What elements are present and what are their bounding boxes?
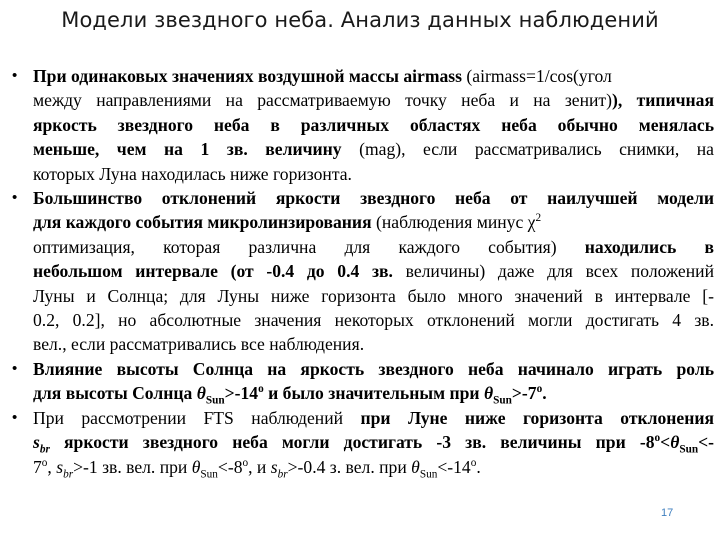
superscript: o xyxy=(258,383,264,396)
text-run: При одинаковых значениях воздушной массы xyxy=(33,66,399,86)
bullet-fts xyxy=(10,406,714,479)
bullet-deviations xyxy=(10,186,714,357)
text-run: (наблюдения минус χ xyxy=(371,212,536,233)
text-line xyxy=(33,88,714,112)
text-run: (mag), если рассматривались снимки, на xyxy=(341,139,714,160)
text-line xyxy=(33,235,714,259)
bullet-sun-height xyxy=(10,357,714,406)
text-line xyxy=(33,284,714,308)
text-run: br xyxy=(63,468,74,481)
text-run: (airmass=1/cos(угол xyxy=(462,66,612,86)
text-line xyxy=(33,455,714,479)
text-run xyxy=(33,383,547,407)
text-line xyxy=(33,332,714,356)
slide-body xyxy=(10,64,714,479)
text-run: <-8 xyxy=(217,456,243,477)
superscript: o xyxy=(242,456,249,469)
text-line xyxy=(33,406,714,430)
text-run: , и xyxy=(248,456,271,477)
text-run: >-14 xyxy=(224,383,259,404)
text-run: При рассмотрении FTS наблюдений xyxy=(33,407,361,428)
text-run: airmass xyxy=(403,66,462,86)
subscript xyxy=(40,444,50,456)
text-run: br xyxy=(39,443,50,456)
bullet-airmass xyxy=(10,64,714,186)
text-run: величины) даже для всех положений xyxy=(405,261,714,282)
superscript: o xyxy=(536,383,543,396)
text-run: Луны и Солнца; для Луны ниже горизонта было много значений в интервале [- xyxy=(33,285,714,306)
theta-symbol: θ xyxy=(191,456,201,477)
text-run: для каждого события микролинзирования xyxy=(33,212,372,233)
text-run: оптимизация, которая различна для каждого события) xyxy=(33,236,585,257)
slide-title: Модели звездного неба. Анализ данных наблюдений xyxy=(61,8,659,32)
text-run: , xyxy=(47,456,57,477)
text-run: >-7 xyxy=(511,383,537,404)
subscript xyxy=(278,468,288,480)
text-run: и было значительным при xyxy=(263,383,484,404)
text-run: 7 xyxy=(33,456,42,477)
text-line xyxy=(33,430,714,454)
subscript: Sun xyxy=(200,468,218,481)
text-line xyxy=(33,357,714,381)
text-run: >-1 зв. вел. при xyxy=(73,456,192,477)
superscript: 2 xyxy=(535,212,542,225)
text-run: для высоты Солнца xyxy=(33,383,197,404)
text-run: . xyxy=(476,456,481,477)
subscript: Sun xyxy=(493,394,512,407)
text-run: между направлениями на рассматриваемую точку неба и на зенит) xyxy=(33,90,612,111)
text-run: небольшом интервале (от -0.4 до 0.4 зв. xyxy=(33,261,406,282)
text-run: ), типичная xyxy=(611,90,714,111)
text-line xyxy=(33,137,714,161)
text-run: s xyxy=(270,456,278,477)
theta-symbol: θ xyxy=(483,383,494,404)
theta-symbol: θ xyxy=(670,432,680,453)
text-line xyxy=(33,210,714,234)
text-line xyxy=(33,186,714,210)
text-run xyxy=(33,432,714,456)
superscript: o xyxy=(654,432,661,445)
theta-symbol: θ xyxy=(196,383,206,404)
text-line xyxy=(33,308,714,332)
text-run: яркость звездного неба в различных областях неба обычно менялась xyxy=(33,114,714,135)
text-run: s xyxy=(56,456,64,477)
text-run: находились в xyxy=(584,236,714,257)
superscript: o xyxy=(41,456,48,469)
text-run: меньше, чем на 1 зв. величину xyxy=(33,139,342,160)
subscript xyxy=(63,468,73,480)
page-number: 17 xyxy=(661,507,674,519)
text-line xyxy=(33,381,714,405)
text-line xyxy=(33,64,714,88)
text-line xyxy=(33,162,714,186)
text-run: <-14 xyxy=(437,456,471,477)
text-run: <- xyxy=(698,432,714,453)
text-run: . xyxy=(542,383,547,404)
text-run: 0.2, 0.2], но абсолютные значения некоторых отклонений могли достигать 4 зв. xyxy=(33,310,714,331)
text-run: br xyxy=(277,468,288,481)
text-line xyxy=(33,259,714,283)
theta-symbol: θ xyxy=(411,456,420,477)
text-run: при Луне ниже горизонта отклонения xyxy=(360,407,714,428)
text-run: яркости звездного неба могли достигать -3 зв. величины при -8 xyxy=(49,432,655,453)
subscript: Sun xyxy=(679,443,699,456)
text-run: Большинство отклонений яркости звездного неба от наилучшей модели xyxy=(33,188,714,209)
text-line xyxy=(33,113,714,137)
text-run: вел., если рассматривались все наблюдения. xyxy=(33,334,365,355)
bullet-list xyxy=(10,64,714,479)
text-run: Влияние высоты Солнца на яркость звездного неба начинало играть роль xyxy=(33,358,714,379)
text-run: < xyxy=(660,432,671,453)
text-run: которых Луна находилась ниже горизонта. xyxy=(33,163,352,184)
superscript: o xyxy=(470,456,477,469)
subscript: Sun xyxy=(419,468,438,481)
subscript: Sun xyxy=(205,394,225,407)
text-run: s xyxy=(33,432,40,453)
text-run: >-0.4 з. вел. при xyxy=(287,456,412,477)
